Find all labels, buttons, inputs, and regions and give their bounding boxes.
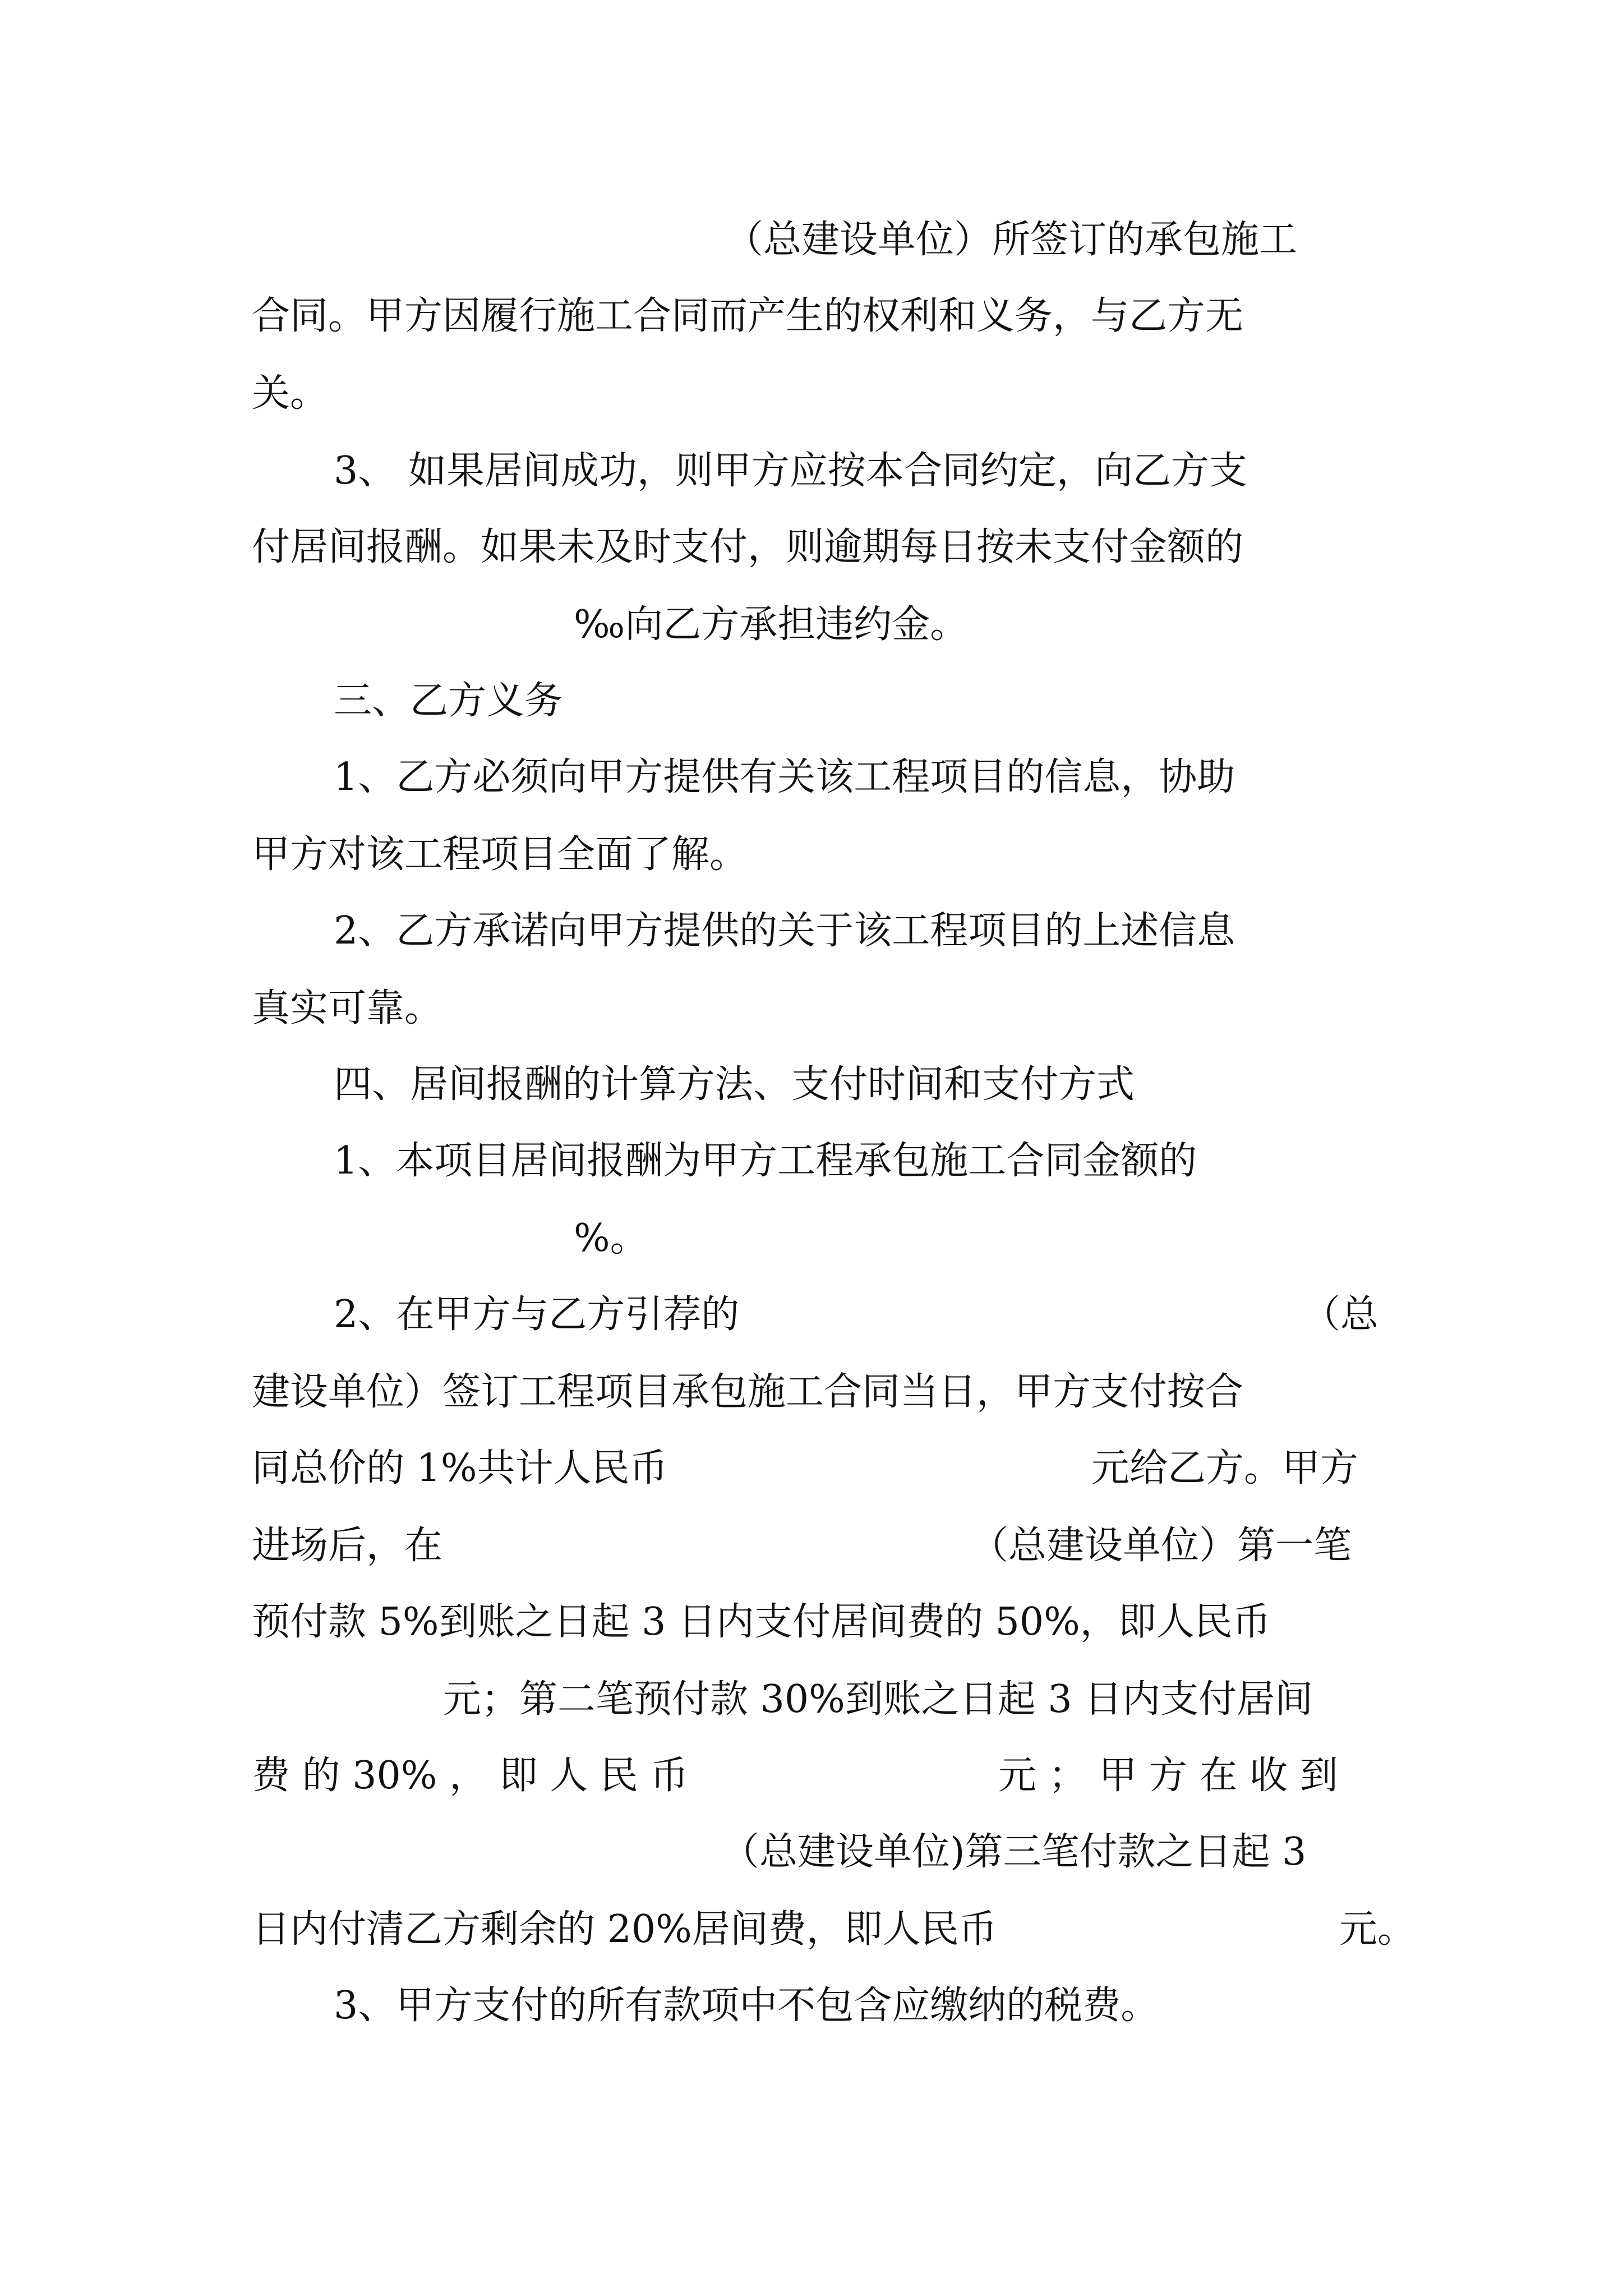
text-line: （总建设单位）第一笔 (970, 1524, 1352, 1568)
text-line: 2、在甲方与乙方引荐的 (334, 1292, 740, 1337)
text-line: 1、本项目居间报酬为甲方工程承包施工合同金额的 (334, 1139, 1197, 1183)
text-line: 进场后，在 (252, 1524, 443, 1568)
text-line: 同总价的 1%共计人民币 (252, 1446, 668, 1490)
text-line: 元给乙方。甲方 (1091, 1446, 1359, 1490)
section-heading: 四、居间报酬的计算方法、支付时间和支付方式 (334, 1062, 1135, 1107)
text-line: 2、乙方承诺向甲方提供的关于该工程项目的上述信息 (334, 909, 1235, 953)
text-line: 元。 (1339, 1907, 1416, 1952)
text-line: 元；第二笔预付款 30%到账之日起 3 日内支付居间 (443, 1677, 1313, 1722)
text-line: %。 (574, 1216, 648, 1260)
text-line: 3、 如果居间成功，则甲方应按本合同约定，向乙方支 (334, 449, 1247, 493)
text-line: 预付款 5%到账之日起 3 日内支付居间费的 50%，即人民币 (252, 1600, 1271, 1644)
text-line: 关。 (252, 371, 329, 416)
text-line: 1、乙方必须向甲方提供有关该工程项目的信息，协助 (334, 755, 1235, 799)
text-line: 元 ； 甲 方 在 收 到 (998, 1754, 1338, 1798)
text-line: 真实可靠。 (252, 986, 443, 1030)
text-line: 日内付清乙方剩余的 20%居间费，即人民币 (252, 1907, 997, 1952)
text-line: ‰向乙方承担违约金。 (574, 602, 969, 647)
text-line: 费 的 30% ， 即 人 民 币 (252, 1754, 689, 1798)
text-line: （总建设单位)第三笔付款之日起 3 (721, 1830, 1307, 1874)
text-line: 甲方对该工程项目全面了解。 (252, 832, 748, 877)
text-line: 3、甲方支付的所有款项中不包含应缴纳的税费。 (334, 1984, 1159, 2028)
text-line: 建设单位）签订工程项目承包施工合同当日，甲方支付按合 (252, 1370, 1244, 1414)
text-line: 付居间报酬。如果未及时支付，则逾期每日按未支付金额的 (252, 525, 1244, 569)
text-line: （总 (1302, 1292, 1379, 1337)
text-line: （总建设单位）所签订的承包施工 (725, 218, 1298, 262)
text-line: 合同。甲方因履行施工合同而产生的权利和义务，与乙方无 (252, 294, 1244, 338)
section-heading: 三、乙方义务 (334, 679, 563, 723)
